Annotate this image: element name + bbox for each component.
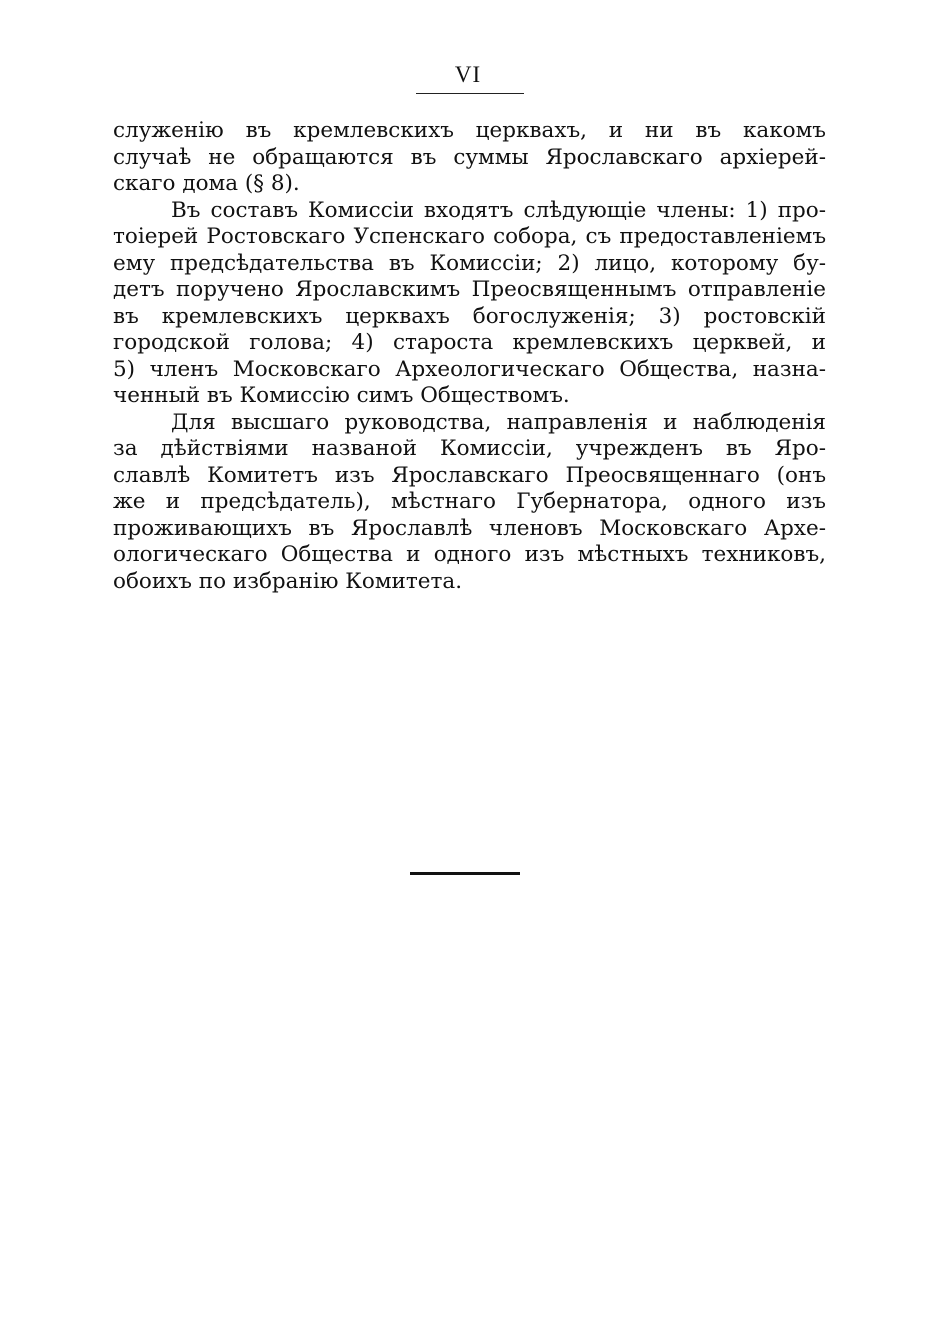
paragraph (113, 118, 826, 198)
page-number: VI (454, 62, 482, 87)
text-line: служенію въ кремлевскихъ церквахъ, и ни въ какомъ (113, 118, 826, 143)
text-line: скаго дома (§ 8). (113, 171, 300, 196)
text-line: Для высшаго руководства, направленія и наблюденія (171, 409, 826, 435)
text-line: въ кремлевскихъ церквахъ богослуженія; 3) ростовскій (113, 303, 826, 329)
text-line: ему предсѣдательства въ Комиссіи; 2) лицо, которому бу- (113, 250, 826, 276)
text-line: Въ составъ Комиссіи входятъ слѣдующіе члены: 1) про- (171, 197, 826, 223)
text-line: обоихъ по избранію Комитета. (113, 568, 463, 594)
text-line: славлѣ Комитетъ изъ Ярославскаго Преосвященнаго (онъ (113, 462, 826, 488)
text-line: ологическаго Общества и одного изъ мѣстныхъ техниковъ, (113, 542, 826, 567)
text-line: городской голова; 4) староста кремлевскихъ церквей, и (113, 330, 826, 355)
text-line: детъ поручено Ярославскимъ Преосвященнымъ отправленіе (113, 277, 826, 302)
text-line: тоіерей Ростовскаго Успенскаго собора, съ предоставленіемъ (113, 224, 826, 249)
paragraph (113, 410, 826, 596)
text-line: же и предсѣдатель), мѣстнаго Губернатора, одного изъ (113, 489, 826, 514)
header-rule (416, 93, 524, 94)
text-line: проживающихъ въ Ярославлѣ членовъ Московскаго Архе- (113, 515, 826, 541)
end-rule (410, 872, 520, 875)
text-line: 5) членъ Московскаго Археологическаго Общества, назна- (113, 356, 826, 382)
text-line: случаѣ не обращаются въ суммы Ярославскаго архіерей- (113, 144, 826, 170)
text-line: ченный въ Комиссію симъ Обществомъ. (113, 383, 570, 408)
body-text (113, 118, 826, 595)
paragraph (113, 198, 826, 410)
text-line: за дѣйствіями названой Комиссіи, учрежденъ въ Яро- (113, 436, 826, 461)
